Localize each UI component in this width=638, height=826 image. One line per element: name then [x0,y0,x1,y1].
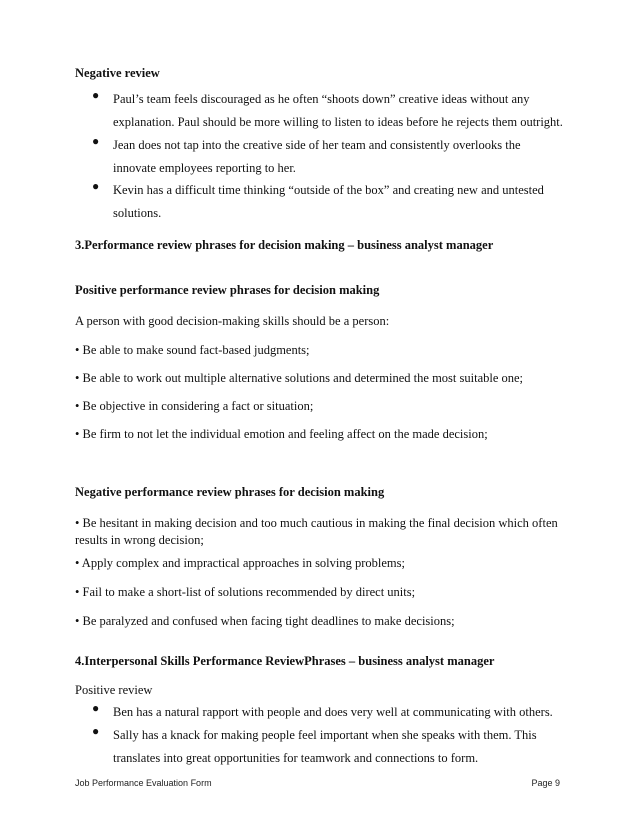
bullet-icon: ● [92,134,100,148]
bullet-icon: ● [92,179,100,193]
section-4-heading: 4.Interpersonal Skills Performance ReviewPhrases – business analyst manager [75,654,495,668]
bullet-icon: ● [92,88,100,102]
list-item: • Fail to make a short-list of solutions recommended by direct units; [75,585,416,599]
footer-title: Job Performance Evaluation Form [75,778,212,788]
intro-text: A person with good decision-making skills should be a person: [75,314,390,328]
list-item: • Be able to make sound fact-based judgments; [75,343,310,357]
negative-phrases-heading: Negative performance review phrases for decision making [75,485,385,499]
list-item-text: Paul’s team feels discouraged as he often “shoots down” creative ideas without any explanation. Paul should be more willing to listen to ideas before he rejects them outright. [113,92,563,129]
list-item: • Be objective in considering a fact or situation; [75,399,314,413]
page-number: Page 9 [531,778,560,788]
bullet-icon: ● [92,701,100,715]
list-item: • Be hesitant in making decision and too much cautious in making the final decision which often results in wrong decision; [75,516,558,547]
negative-review-heading: Negative review [75,66,160,80]
section-3-heading: 3.Performance review phrases for decision making – business analyst manager [75,238,494,252]
list-item-text: Sally has a knack for making people feel important when she speaks with them. This translates into great opportunities for teamwork and connections to form. [113,728,537,765]
list-item-text: Ben has a natural rapport with people and does very well at communicating with others. [113,705,553,719]
bullet-icon: ● [92,724,100,738]
list-item: • Be paralyzed and confused when facing tight deadlines to make decisions; [75,614,455,628]
list-item-text: Jean does not tap into the creative side of her team and consistently overlooks the innovate employees reporting to her. [113,138,521,175]
list-item-text: Kevin has a difficult time thinking “outside of the box” and creating new and untested solutions. [113,183,544,220]
positive-phrases-heading: Positive performance review phrases for decision making [75,283,380,297]
list-item: • Apply complex and impractical approaches in solving problems; [75,556,405,570]
list-item: • Be able to work out multiple alternative solutions and determined the most suitable one; [75,371,524,385]
list-item: • Be firm to not let the individual emotion and feeling affect on the made decision; [75,427,488,441]
positive-review-label: Positive review [75,683,153,697]
